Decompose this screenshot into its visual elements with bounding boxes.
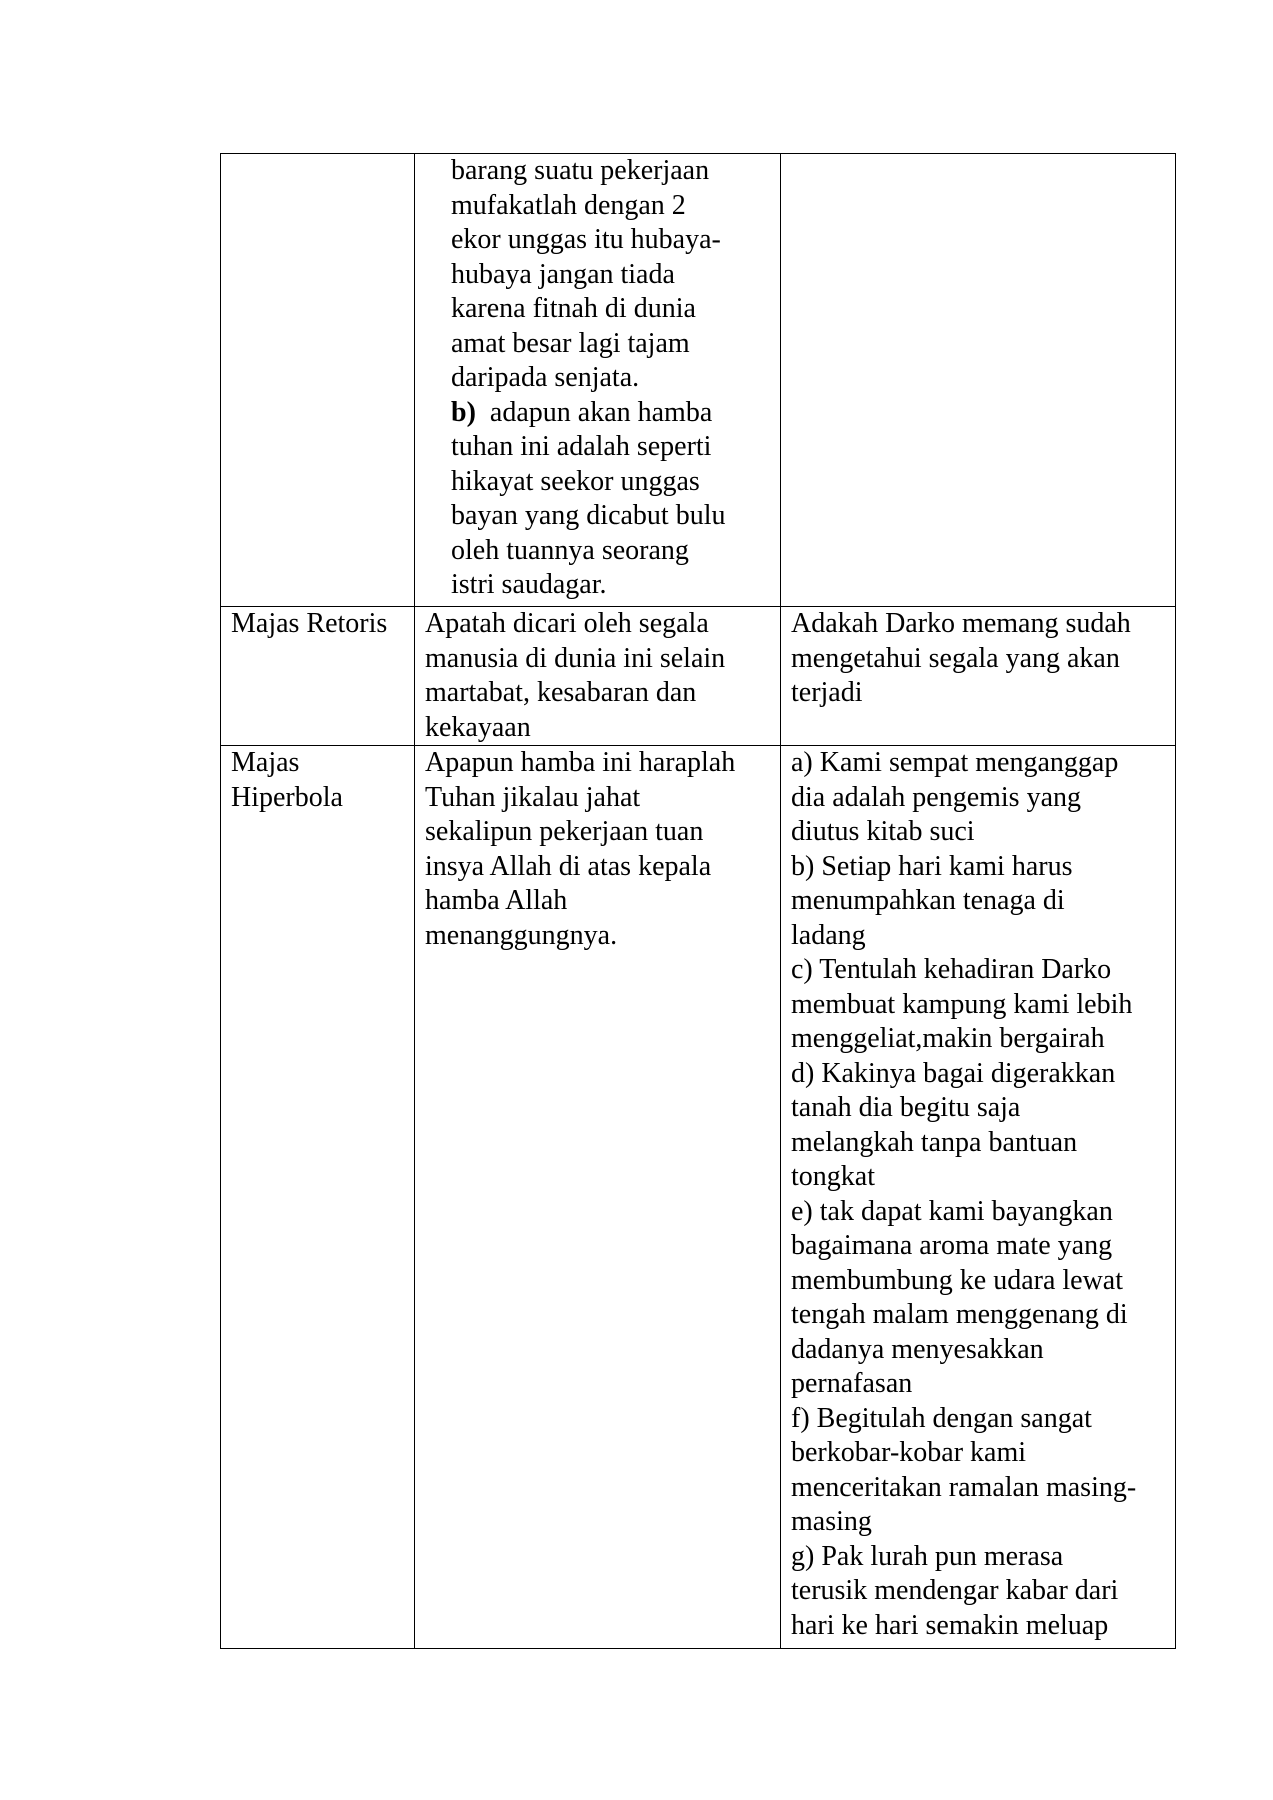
text-line: daripada senjata. [451,362,640,393]
text-line: g) Pak lurah pun merasa [791,1540,1064,1572]
text-line: menumpahkan tenaga di [791,885,1065,916]
text-line: mengetahui segala yang akan [791,642,1120,674]
text-line: menanggungnya. [425,919,618,951]
retoris-novel-lines [791,607,1165,711]
text-line: dia adalah pengemis yang [791,781,1082,813]
text-line: membuat kampung kami lebih [791,988,1133,1020]
text-line: kekayaan [425,711,531,743]
text-line: hamba Allah [425,885,568,916]
table-row-retoris [221,607,1176,746]
retoris-hikayat-lines [425,607,770,745]
text-line: tengah malam menggenang di [791,1299,1128,1330]
text-line: Tuhan jikalau jahat [425,781,641,813]
text-line: d) Kakinya bagai digerakkan [791,1057,1116,1089]
example-b-text: adapun akan hamba [489,396,713,428]
cell-label-empty [221,154,415,607]
cell-hikayat-example [415,154,781,607]
label-hiperbola [231,746,404,815]
text-line: oleh tuannya seorang [451,534,689,566]
example-lines-b [451,430,770,603]
text-line: e) tak dapat kami bayangkan [791,1195,1113,1227]
text-line: ladang [791,919,866,951]
text-line: bagaimana aroma mate yang [791,1230,1113,1261]
table-row-continuation [221,154,1176,607]
text-line: Majas [231,747,300,778]
text-line: Adakah Darko memang sudah [791,608,1131,639]
label-retoris: Majas Retoris [231,608,388,639]
text-line: hari ke hari semakin meluap [791,1609,1109,1641]
text-line: menggeliat,makin bergairah [791,1023,1105,1054]
text-line: berkobar-kobar kami [791,1437,1027,1468]
example-b-line [451,396,770,431]
text-line: tanah dia begitu saja [791,1092,1021,1123]
table-row-hiperbola [221,746,1176,1649]
text-line: b) Setiap hari kami harus [791,850,1073,882]
text-line: sekalipun pekerjaan tuan [425,816,704,847]
text-line: istri saudagar. [451,569,607,600]
text-line: masing [791,1506,872,1537]
cell-retoris-hikayat [415,607,781,746]
text-line: barang suatu pekerjaan [451,155,710,186]
text-line: insya Allah di atas kepala [425,850,712,882]
cell-hiperbola-hikayat [415,746,781,1649]
text-line: mufakatlah dengan 2 [451,189,686,221]
text-line: bayan yang dicabut bulu [451,500,726,531]
example-lines-a [451,154,770,396]
text-line: diutus kitab suci [791,816,975,847]
text-line: Apapun hamba ini haraplah [425,747,736,778]
text-line: amat besar lagi tajam [451,327,690,359]
hiperbola-novel-lines [791,746,1165,1643]
text-line: ekor unggas itu hubaya- [451,224,721,255]
text-line: hubaya jangan tiada [451,258,675,290]
text-line: Apatah dicari oleh segala [425,608,709,639]
hiperbola-hikayat-lines [425,746,770,953]
cell-hiperbola-novel [781,746,1176,1649]
text-line: membumbung ke udara lewat [791,1264,1124,1296]
text-line: melangkah tanpa bantuan [791,1126,1078,1158]
text-line: menceritakan ramalan masing- [791,1471,1137,1503]
text-line: Hiperbola [231,781,343,813]
text-line: hikayat seekor unggas [451,465,700,497]
list-marker-b: b) [451,396,476,428]
text-line: terusik mendengar kabar dari [791,1575,1119,1606]
cell-label-hiperbola [221,746,415,1649]
text-line: martabat, kesabaran dan [425,677,697,708]
text-line: f) Begitulah dengan sangat [791,1402,1092,1434]
cell-novel-empty [781,154,1176,607]
text-line: terjadi [791,677,863,708]
text-line: a) Kami sempat menganggap [791,747,1119,778]
text-line: tuhan ini adalah seperti [451,431,712,462]
text-line: manusia di dunia ini selain [425,642,726,674]
text-line: karena fitnah di dunia [451,293,696,324]
text-line: pernafasan [791,1368,913,1399]
text-line: c) Tentulah kehadiran Darko [791,954,1112,985]
cell-label-retoris [221,607,415,746]
cell-retoris-novel [781,607,1176,746]
majas-table [220,153,1176,1649]
text-line: dadanya menyesakkan [791,1333,1044,1365]
text-line: tongkat [791,1161,875,1192]
